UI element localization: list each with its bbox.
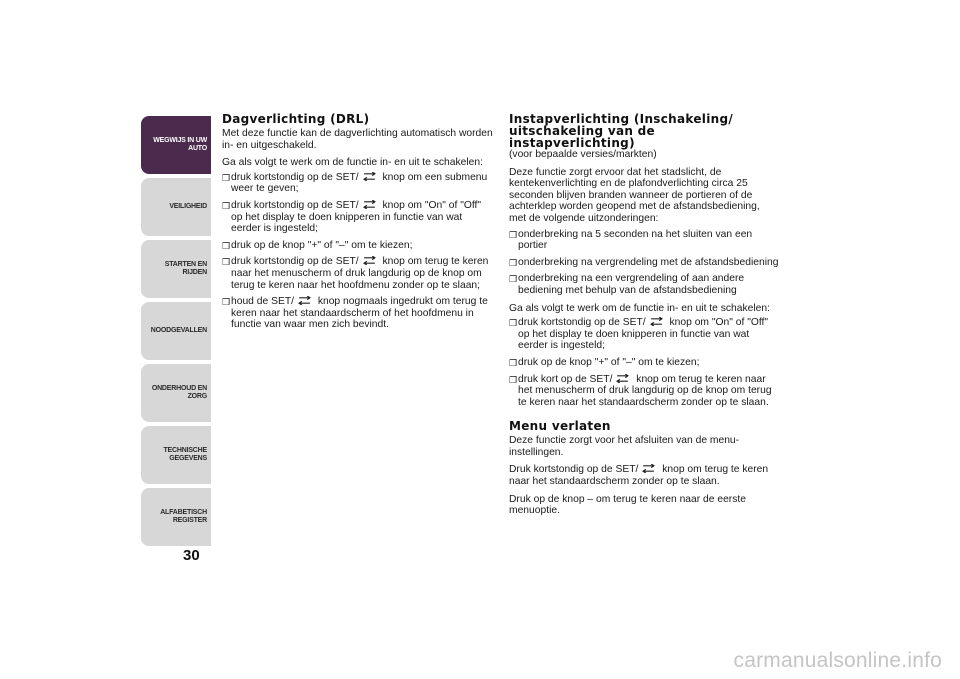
list-item-text: onderbreking na vergrendeling met de afstandsbediening <box>518 256 779 268</box>
set-return-arrow-icon <box>361 256 378 265</box>
list-item-text-rest: knop om terug te keren naar het menuscherm of druk langdurig op de knop om terug te keren naar het standaardscherm zonder op te slaan. <box>518 373 772 408</box>
set-return-arrow-icon <box>296 296 313 305</box>
right-column <box>509 113 779 523</box>
entry-light-subtitle: (voor bepaalde versies/markten) <box>509 149 657 160</box>
list-item-text: houd de SET/ <box>231 296 294 308</box>
list-item <box>509 374 779 409</box>
entry-light-lead: Ga als volgt te werk om de functie in- en uit te schakelen: <box>509 302 770 314</box>
list-item-text: druk kort op de SET/ <box>518 373 613 385</box>
drl-intro: Met deze functie kan de dagverlichting automatisch worden in- en uitgeschakeld. <box>222 128 493 151</box>
checkbox-bullet-icon: ❒ <box>509 374 518 385</box>
list-item <box>509 229 779 252</box>
tab-0[interactable] <box>141 116 211 174</box>
list-item-text-rest: knop om een submenu weer te geven; <box>231 171 488 195</box>
checkbox-bullet-icon: ❒ <box>509 257 518 268</box>
menu-exit-p3: Druk op de knop – om terug te keren naar de eerste menuoptie. <box>509 493 746 517</box>
menu-exit-heading: Menu verlaten <box>509 419 611 434</box>
tab-label: VEILIGHEID <box>169 203 207 210</box>
entry-light-steps-list <box>509 317 779 408</box>
entry-light-heading: Instapverlichting (Inschakeling/ uitschakeling van de instapverlichting) <box>509 112 734 150</box>
checkbox-bullet-icon: ❒ <box>222 257 231 268</box>
list-item <box>222 296 494 331</box>
tab-label: ONDERHOUD EN ZORG <box>151 385 207 400</box>
tab-6[interactable] <box>141 488 211 546</box>
tab-3[interactable] <box>141 302 211 360</box>
drl-heading: Dagverlichting (DRL) <box>222 112 370 126</box>
list-item <box>509 273 779 296</box>
list-item <box>222 256 494 291</box>
entry-light-intro: Deze functie zorgt ervoor dat het stadslicht, de kentekenverlichting en de plafondverlichting circa 25 seconden blijven branden wanneer de portieren of de achterklep worden geopend met de afstandsbediening, met de volgende uitzonderingen: <box>509 166 760 224</box>
tab-label: NOODGEVALLEN <box>150 327 207 334</box>
set-return-arrow-icon <box>361 172 378 181</box>
list-item-text: onderbreking na een vergrendeling of aan andere bediening met behulp van de afstandsbediening <box>518 273 745 296</box>
left-column <box>222 113 494 337</box>
checkbox-bullet-icon: ❒ <box>509 318 518 329</box>
set-return-arrow-icon <box>648 317 665 326</box>
list-item-text: druk op de knop "+" of "–" om te kiezen; <box>518 356 700 368</box>
checkbox-bullet-icon: ❒ <box>222 172 231 183</box>
drl-lead: Ga als volgt te werk om de functie in- en uit te schakelen: <box>222 157 483 169</box>
page-number: 30 <box>183 547 200 564</box>
tab-label: WEGWIJS IN UW AUTO <box>153 137 207 152</box>
watermark: carmanualsonline.info <box>733 649 942 672</box>
list-item <box>222 172 494 195</box>
list-item-text-rest: knop om terug te keren naar het menuscherm of druk langdurig op de knop om terug te keren naar het hoofdmenu zonder op te slaan; <box>231 256 489 291</box>
tab-label: STARTEN EN RIJDEN <box>164 261 207 276</box>
list-item <box>509 317 779 352</box>
menu-exit-p1: Deze functie zorgt voor het afsluiten van de menu-instellingen. <box>509 435 740 458</box>
menu-exit-p2-rest: knop om terug te keren naar het standaardscherm zonder op te slaan. <box>509 464 769 488</box>
list-item-text: druk op de knop "+" of "–" om te kiezen; <box>231 239 413 251</box>
exceptions-list <box>509 229 779 297</box>
list-item-text: onderbreking na 5 seconden na het sluiten van een portier <box>518 228 753 252</box>
set-return-arrow-icon <box>640 464 657 473</box>
list-item-text-rest: knop nogmaals ingedrukt om terug te keren naar het standaardscherm of het hoofdmenu in functie van waar men zich bevindt. <box>231 296 488 331</box>
checkbox-bullet-icon: ❒ <box>222 240 231 251</box>
tab-1[interactable] <box>141 178 211 236</box>
tab-label: ALFABETISCH REGISTER <box>160 509 207 524</box>
tab-5[interactable] <box>141 426 211 484</box>
set-return-arrow-icon <box>614 374 631 383</box>
tab-2[interactable] <box>141 240 211 298</box>
set-return-arrow-icon <box>361 200 378 209</box>
list-item-text: druk kortstondig op de SET/ <box>231 199 359 211</box>
drl-steps-list <box>222 172 494 331</box>
checkbox-bullet-icon: ❒ <box>509 357 518 368</box>
list-item <box>509 257 779 269</box>
checkbox-bullet-icon: ❒ <box>509 274 518 285</box>
tab-4[interactable] <box>141 364 211 422</box>
menu-exit-p2 <box>509 464 779 487</box>
menu-exit-p2-text: Druk kortstondig op de SET/ <box>509 464 639 476</box>
list-item-text: druk kortstondig op de SET/ <box>231 171 359 183</box>
list-item-text-rest: knop om "On" of "Off" op het display te doen knipperen in functie van wat eerder is ingesteld; <box>231 199 482 235</box>
checkbox-bullet-icon: ❒ <box>509 229 518 240</box>
tab-label: TECHNISCHE GEGEVENS <box>163 447 207 462</box>
checkbox-bullet-icon: ❒ <box>222 200 231 211</box>
list-item-text: druk kortstondig op de SET/ <box>518 317 646 329</box>
list-item-text: druk kortstondig op de SET/ <box>231 256 359 268</box>
checkbox-bullet-icon: ❒ <box>222 297 231 308</box>
list-item-text-rest: knop om "On" of "Off" op het display te doen knipperen in functie van wat eerder is ingesteld; <box>518 317 769 352</box>
list-item <box>509 357 779 369</box>
list-item <box>222 200 494 235</box>
list-item <box>222 240 494 252</box>
